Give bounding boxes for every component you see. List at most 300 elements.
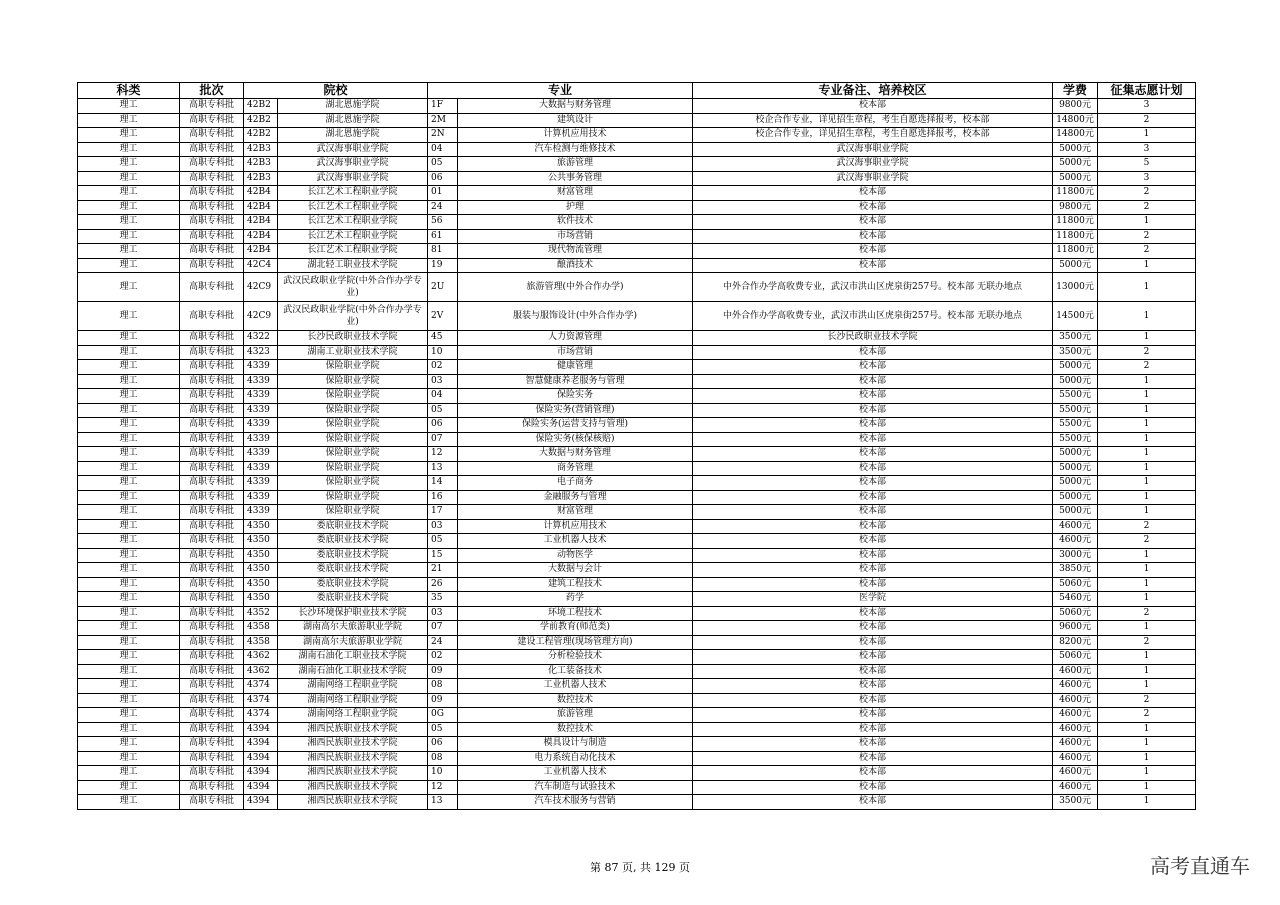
cell-major-code: 03 [428,606,458,621]
cell-major-code: 06 [428,737,458,752]
table-row [78,113,1196,128]
cell-school-code: 4374 [244,693,278,708]
cell-major-code: 03 [428,519,458,534]
cell-tuition: 5060元 [1053,606,1098,621]
cell-subject-type: 理工 [78,360,180,375]
cell-school-name: 娄底职业技术学院 [278,519,428,534]
cell-subject-type: 理工 [78,650,180,665]
cell-plan-count: 1 [1098,505,1196,520]
header-batch: 批次 [180,83,244,99]
cell-major-name: 旅游管理 [458,157,693,172]
cell-school-code: 4350 [244,519,278,534]
cell-major-code: 05 [428,403,458,418]
cell-batch: 高职专科批 [180,244,244,259]
cell-batch: 高职专科批 [180,302,244,331]
table-row [78,461,1196,476]
cell-major-name: 模具设计与制造 [458,737,693,752]
table-row [78,99,1196,114]
cell-plan-count: 1 [1098,215,1196,230]
cell-tuition: 5000元 [1053,360,1098,375]
cell-batch: 高职专科批 [180,374,244,389]
table-row [78,519,1196,534]
cell-batch: 高职专科批 [180,273,244,302]
cell-batch: 高职专科批 [180,679,244,694]
cell-school-code: 4394 [244,722,278,737]
cell-school-code: 42B4 [244,244,278,259]
cell-school-code: 4374 [244,708,278,723]
cell-school-name: 湖南石油化工职业技术学院 [278,664,428,679]
cell-tuition: 4600元 [1053,722,1098,737]
cell-major-notes: 校本部 [693,389,1053,404]
cell-major-notes: 校企合作专业，详见招生章程，考生自愿选择报考，校本部 [693,128,1053,143]
table-row [78,548,1196,563]
table-row [78,244,1196,259]
cell-major-notes: 校本部 [693,505,1053,520]
cell-tuition: 5000元 [1053,476,1098,491]
cell-major-notes: 校本部 [693,693,1053,708]
cell-major-name: 电力系统自动化技术 [458,751,693,766]
cell-major-notes: 校本部 [693,490,1053,505]
cell-subject-type: 理工 [78,635,180,650]
cell-school-name: 湘西民族职业技术学院 [278,737,428,752]
cell-plan-count: 1 [1098,128,1196,143]
cell-tuition: 4600元 [1053,679,1098,694]
cell-major-notes: 校本部 [693,795,1053,810]
cell-plan-count: 1 [1098,418,1196,433]
cell-major-code: 06 [428,171,458,186]
cell-major-name: 汽车制造与试验技术 [458,780,693,795]
cell-major-name: 金融服务与管理 [458,490,693,505]
cell-school-name: 湖北恩施学院 [278,128,428,143]
cell-plan-count: 1 [1098,273,1196,302]
cell-batch: 高职专科批 [180,186,244,201]
cell-school-code: 4358 [244,635,278,650]
cell-major-notes: 校本部 [693,650,1053,665]
cell-school-code: 42B4 [244,200,278,215]
cell-school-name: 娄底职业技术学院 [278,577,428,592]
header-major: 专业 [428,83,693,99]
table-row [78,302,1196,331]
cell-school-name: 湖北恩施学院 [278,99,428,114]
table-row [78,693,1196,708]
cell-school-name: 湘西民族职业技术学院 [278,751,428,766]
cell-tuition: 5000元 [1053,157,1098,172]
cell-major-code: 10 [428,345,458,360]
cell-subject-type: 理工 [78,403,180,418]
cell-plan-count: 2 [1098,606,1196,621]
cell-major-name: 智慧健康养老服务与管理 [458,374,693,389]
cell-batch: 高职专科批 [180,331,244,346]
header-tuition: 学费 [1053,83,1098,99]
cell-subject-type: 理工 [78,664,180,679]
cell-major-notes: 校本部 [693,186,1053,201]
cell-school-name: 长江艺术工程职业学院 [278,200,428,215]
cell-school-code: 4362 [244,664,278,679]
cell-major-notes: 校本部 [693,418,1053,433]
cell-batch: 高职专科批 [180,722,244,737]
cell-major-name: 分析检验技术 [458,650,693,665]
cell-major-code: 04 [428,389,458,404]
cell-major-code: 09 [428,693,458,708]
table-row [78,142,1196,157]
cell-school-name: 长江艺术工程职业学院 [278,229,428,244]
cell-school-name: 长江艺术工程职业学院 [278,215,428,230]
cell-tuition: 5060元 [1053,650,1098,665]
cell-school-name: 长江艺术工程职业学院 [278,186,428,201]
cell-tuition: 11800元 [1053,244,1098,259]
cell-major-name: 工业机器人技术 [458,679,693,694]
cell-major-code: 16 [428,490,458,505]
cell-major-name: 动物医学 [458,548,693,563]
cell-major-code: 35 [428,592,458,607]
table-row [78,766,1196,781]
cell-major-code: 07 [428,432,458,447]
cell-major-code: 2V [428,302,458,331]
table-row [78,751,1196,766]
cell-subject-type: 理工 [78,505,180,520]
cell-tuition: 4600元 [1053,766,1098,781]
cell-tuition: 11800元 [1053,186,1098,201]
cell-batch: 高职专科批 [180,534,244,549]
cell-batch: 高职专科批 [180,476,244,491]
cell-tuition: 5000元 [1053,374,1098,389]
cell-school-name: 保险职业学院 [278,374,428,389]
cell-major-notes: 校本部 [693,99,1053,114]
cell-major-name: 软件技术 [458,215,693,230]
admission-plan-table [77,82,1196,810]
cell-subject-type: 理工 [78,200,180,215]
cell-subject-type: 理工 [78,331,180,346]
cell-batch: 高职专科批 [180,113,244,128]
cell-major-notes: 校本部 [693,360,1053,375]
table-body [78,99,1196,810]
table-row [78,360,1196,375]
cell-school-name: 保险职业学院 [278,432,428,447]
cell-batch: 高职专科批 [180,99,244,114]
cell-school-name: 湖南石油化工职业技术学院 [278,650,428,665]
cell-school-name: 湘西民族职业技术学院 [278,722,428,737]
cell-school-code: 4394 [244,795,278,810]
cell-plan-count: 2 [1098,360,1196,375]
cell-subject-type: 理工 [78,708,180,723]
cell-plan-count: 2 [1098,708,1196,723]
cell-plan-count: 1 [1098,795,1196,810]
cell-plan-count: 1 [1098,302,1196,331]
cell-major-code: 56 [428,215,458,230]
cell-school-name: 娄底职业技术学院 [278,563,428,578]
cell-school-name: 湖南高尔夫旅游职业学院 [278,621,428,636]
cell-school-name: 湘西民族职业技术学院 [278,795,428,810]
cell-subject-type: 理工 [78,780,180,795]
cell-subject-type: 理工 [78,795,180,810]
cell-plan-count: 1 [1098,650,1196,665]
table-row [78,722,1196,737]
cell-subject-type: 理工 [78,693,180,708]
table-row [78,345,1196,360]
cell-school-name: 湖北恩施学院 [278,113,428,128]
cell-subject-type: 理工 [78,563,180,578]
cell-tuition: 9800元 [1053,200,1098,215]
cell-batch: 高职专科批 [180,403,244,418]
cell-major-notes: 校本部 [693,374,1053,389]
cell-batch: 高职专科批 [180,490,244,505]
cell-batch: 高职专科批 [180,418,244,433]
cell-school-code: 42C9 [244,302,278,331]
cell-major-name: 环境工程技术 [458,606,693,621]
cell-major-name: 建筑设计 [458,113,693,128]
table-row [78,737,1196,752]
cell-subject-type: 理工 [78,751,180,766]
cell-major-code: 13 [428,795,458,810]
cell-tuition: 4600元 [1053,737,1098,752]
cell-school-name: 保险职业学院 [278,389,428,404]
cell-subject-type: 理工 [78,737,180,752]
cell-batch: 高职专科批 [180,447,244,462]
table-row [78,490,1196,505]
table-row [78,200,1196,215]
cell-major-name: 大数据与会计 [458,563,693,578]
cell-tuition: 4600元 [1053,751,1098,766]
cell-major-code: 61 [428,229,458,244]
cell-school-name: 湘西民族职业技术学院 [278,766,428,781]
cell-school-code: 4350 [244,534,278,549]
cell-plan-count: 1 [1098,577,1196,592]
table-row [78,592,1196,607]
cell-tuition: 5500元 [1053,432,1098,447]
cell-batch: 高职专科批 [180,664,244,679]
cell-batch: 高职专科批 [180,519,244,534]
cell-batch: 高职专科批 [180,650,244,665]
cell-major-notes: 校本部 [693,635,1053,650]
cell-school-code: 4350 [244,592,278,607]
cell-batch: 高职专科批 [180,360,244,375]
cell-school-name: 长沙环境保护职业技术学院 [278,606,428,621]
cell-subject-type: 理工 [78,113,180,128]
cell-tuition: 11800元 [1053,215,1098,230]
cell-major-notes: 校企合作专业，详见招生章程，考生自愿选择报考，校本部 [693,113,1053,128]
cell-major-code: 2U [428,273,458,302]
cell-school-name: 湘西民族职业技术学院 [278,780,428,795]
cell-plan-count: 1 [1098,331,1196,346]
cell-school-code: 4394 [244,780,278,795]
cell-plan-count: 2 [1098,229,1196,244]
cell-major-notes: 长沙民政职业技术学院 [693,331,1053,346]
cell-plan-count: 1 [1098,621,1196,636]
cell-tuition: 5000元 [1053,490,1098,505]
cell-major-name: 健康管理 [458,360,693,375]
cell-major-code: 2N [428,128,458,143]
cell-school-code: 4350 [244,577,278,592]
cell-school-name: 武汉海事职业学院 [278,171,428,186]
cell-subject-type: 理工 [78,432,180,447]
cell-major-name: 工业机器人技术 [458,534,693,549]
cell-tuition: 3000元 [1053,548,1098,563]
cell-major-code: 05 [428,534,458,549]
cell-major-code: 06 [428,418,458,433]
cell-tuition: 5000元 [1053,447,1098,462]
cell-plan-count: 1 [1098,490,1196,505]
table-row [78,258,1196,273]
cell-major-name: 计算机应用技术 [458,519,693,534]
cell-major-name: 工业机器人技术 [458,766,693,781]
header-plan-count: 征集志愿计划 [1098,83,1196,99]
cell-batch: 高职专科批 [180,780,244,795]
cell-school-name: 娄底职业技术学院 [278,534,428,549]
cell-tuition: 4600元 [1053,519,1098,534]
cell-batch: 高职专科批 [180,389,244,404]
cell-major-name: 保险实务(营销管理) [458,403,693,418]
cell-subject-type: 理工 [78,577,180,592]
cell-subject-type: 理工 [78,461,180,476]
cell-school-code: 4339 [244,461,278,476]
cell-major-notes: 校本部 [693,403,1053,418]
cell-school-code: 42B4 [244,215,278,230]
cell-subject-type: 理工 [78,258,180,273]
cell-subject-type: 理工 [78,171,180,186]
cell-subject-type: 理工 [78,215,180,230]
cell-batch: 高职专科批 [180,621,244,636]
cell-major-notes: 校本部 [693,447,1053,462]
cell-subject-type: 理工 [78,99,180,114]
cell-school-name: 保险职业学院 [278,447,428,462]
cell-school-name: 武汉海事职业学院 [278,157,428,172]
table-row [78,780,1196,795]
cell-school-code: 4358 [244,621,278,636]
table-row [78,229,1196,244]
cell-school-code: 4394 [244,766,278,781]
cell-tuition: 8200元 [1053,635,1098,650]
cell-major-code: 81 [428,244,458,259]
cell-major-name: 护理 [458,200,693,215]
cell-school-code: 42B3 [244,142,278,157]
cell-major-name: 电子商务 [458,476,693,491]
cell-plan-count: 3 [1098,142,1196,157]
cell-major-name: 保险实务(核保核赔) [458,432,693,447]
cell-major-code: 24 [428,635,458,650]
cell-school-name: 武汉民政职业学院(中外合作办学专业) [278,302,428,331]
cell-subject-type: 理工 [78,592,180,607]
cell-tuition: 14500元 [1053,302,1098,331]
cell-major-notes: 校本部 [693,345,1053,360]
header-school: 院校 [244,83,428,99]
cell-major-notes: 武汉海事职业学院 [693,142,1053,157]
cell-plan-count: 1 [1098,432,1196,447]
cell-school-name: 湖南网络工程职业学院 [278,693,428,708]
cell-major-notes: 校本部 [693,780,1053,795]
table-row [78,476,1196,491]
cell-plan-count: 1 [1098,722,1196,737]
cell-batch: 高职专科批 [180,432,244,447]
cell-major-notes: 校本部 [693,432,1053,447]
cell-major-notes: 校本部 [693,722,1053,737]
cell-batch: 高职专科批 [180,461,244,476]
cell-major-name: 汽车检测与维修技术 [458,142,693,157]
cell-tuition: 14800元 [1053,128,1098,143]
cell-subject-type: 理工 [78,418,180,433]
cell-batch: 高职专科批 [180,142,244,157]
cell-subject-type: 理工 [78,766,180,781]
cell-tuition: 5000元 [1053,258,1098,273]
cell-major-notes: 校本部 [693,200,1053,215]
cell-school-name: 保险职业学院 [278,490,428,505]
cell-major-code: 0G [428,708,458,723]
cell-major-name: 数控技术 [458,693,693,708]
cell-plan-count: 2 [1098,345,1196,360]
cell-major-code: 09 [428,664,458,679]
cell-plan-count: 1 [1098,766,1196,781]
cell-subject-type: 理工 [78,142,180,157]
cell-major-name: 服装与服饰设计(中外合作办学) [458,302,693,331]
cell-batch: 高职专科批 [180,635,244,650]
cell-subject-type: 理工 [78,621,180,636]
cell-major-name: 财富管理 [458,186,693,201]
cell-plan-count: 2 [1098,519,1196,534]
cell-major-notes: 校本部 [693,548,1053,563]
cell-tuition: 4600元 [1053,780,1098,795]
cell-tuition: 3850元 [1053,563,1098,578]
cell-school-code: 4339 [244,505,278,520]
cell-major-notes: 校本部 [693,751,1053,766]
table-row [78,679,1196,694]
cell-major-notes: 校本部 [693,476,1053,491]
cell-subject-type: 理工 [78,519,180,534]
cell-major-name: 化工装备技术 [458,664,693,679]
cell-major-notes: 校本部 [693,215,1053,230]
table-row [78,534,1196,549]
table-row [78,708,1196,723]
cell-major-name: 商务管理 [458,461,693,476]
cell-subject-type: 理工 [78,490,180,505]
cell-subject-type: 理工 [78,679,180,694]
cell-batch: 高职专科批 [180,737,244,752]
cell-plan-count: 1 [1098,447,1196,462]
cell-batch: 高职专科批 [180,229,244,244]
cell-subject-type: 理工 [78,229,180,244]
cell-batch: 高职专科批 [180,548,244,563]
cell-school-code: 4339 [244,389,278,404]
cell-major-code: 2M [428,113,458,128]
table-header-row [78,83,1196,99]
cell-tuition: 5500元 [1053,418,1098,433]
cell-major-notes: 中外合作办学高收费专业，武汉市洪山区虎泉街257号。校本部 无联办地点 [693,302,1053,331]
cell-major-code: 03 [428,374,458,389]
cell-major-name: 酿酒技术 [458,258,693,273]
cell-plan-count: 5 [1098,157,1196,172]
cell-tuition: 4600元 [1053,693,1098,708]
cell-batch: 高职专科批 [180,708,244,723]
cell-plan-count: 1 [1098,563,1196,578]
cell-major-name: 计算机应用技术 [458,128,693,143]
cell-school-code: 42C4 [244,258,278,273]
cell-batch: 高职专科批 [180,592,244,607]
cell-major-notes: 中外合作办学高收费专业，武汉市洪山区虎泉街257号。校本部 无联办地点 [693,273,1053,302]
cell-school-code: 42B4 [244,186,278,201]
cell-subject-type: 理工 [78,606,180,621]
cell-major-code: 26 [428,577,458,592]
cell-batch: 高职专科批 [180,215,244,230]
cell-school-name: 保险职业学院 [278,403,428,418]
cell-tuition: 3500元 [1053,345,1098,360]
cell-major-notes: 校本部 [693,563,1053,578]
cell-school-code: 4352 [244,606,278,621]
cell-tuition: 4600元 [1053,534,1098,549]
cell-tuition: 11800元 [1053,229,1098,244]
cell-school-code: 42B4 [244,229,278,244]
cell-subject-type: 理工 [78,273,180,302]
cell-major-notes: 校本部 [693,461,1053,476]
cell-subject-type: 理工 [78,302,180,331]
cell-major-name: 汽车技术服务与营销 [458,795,693,810]
